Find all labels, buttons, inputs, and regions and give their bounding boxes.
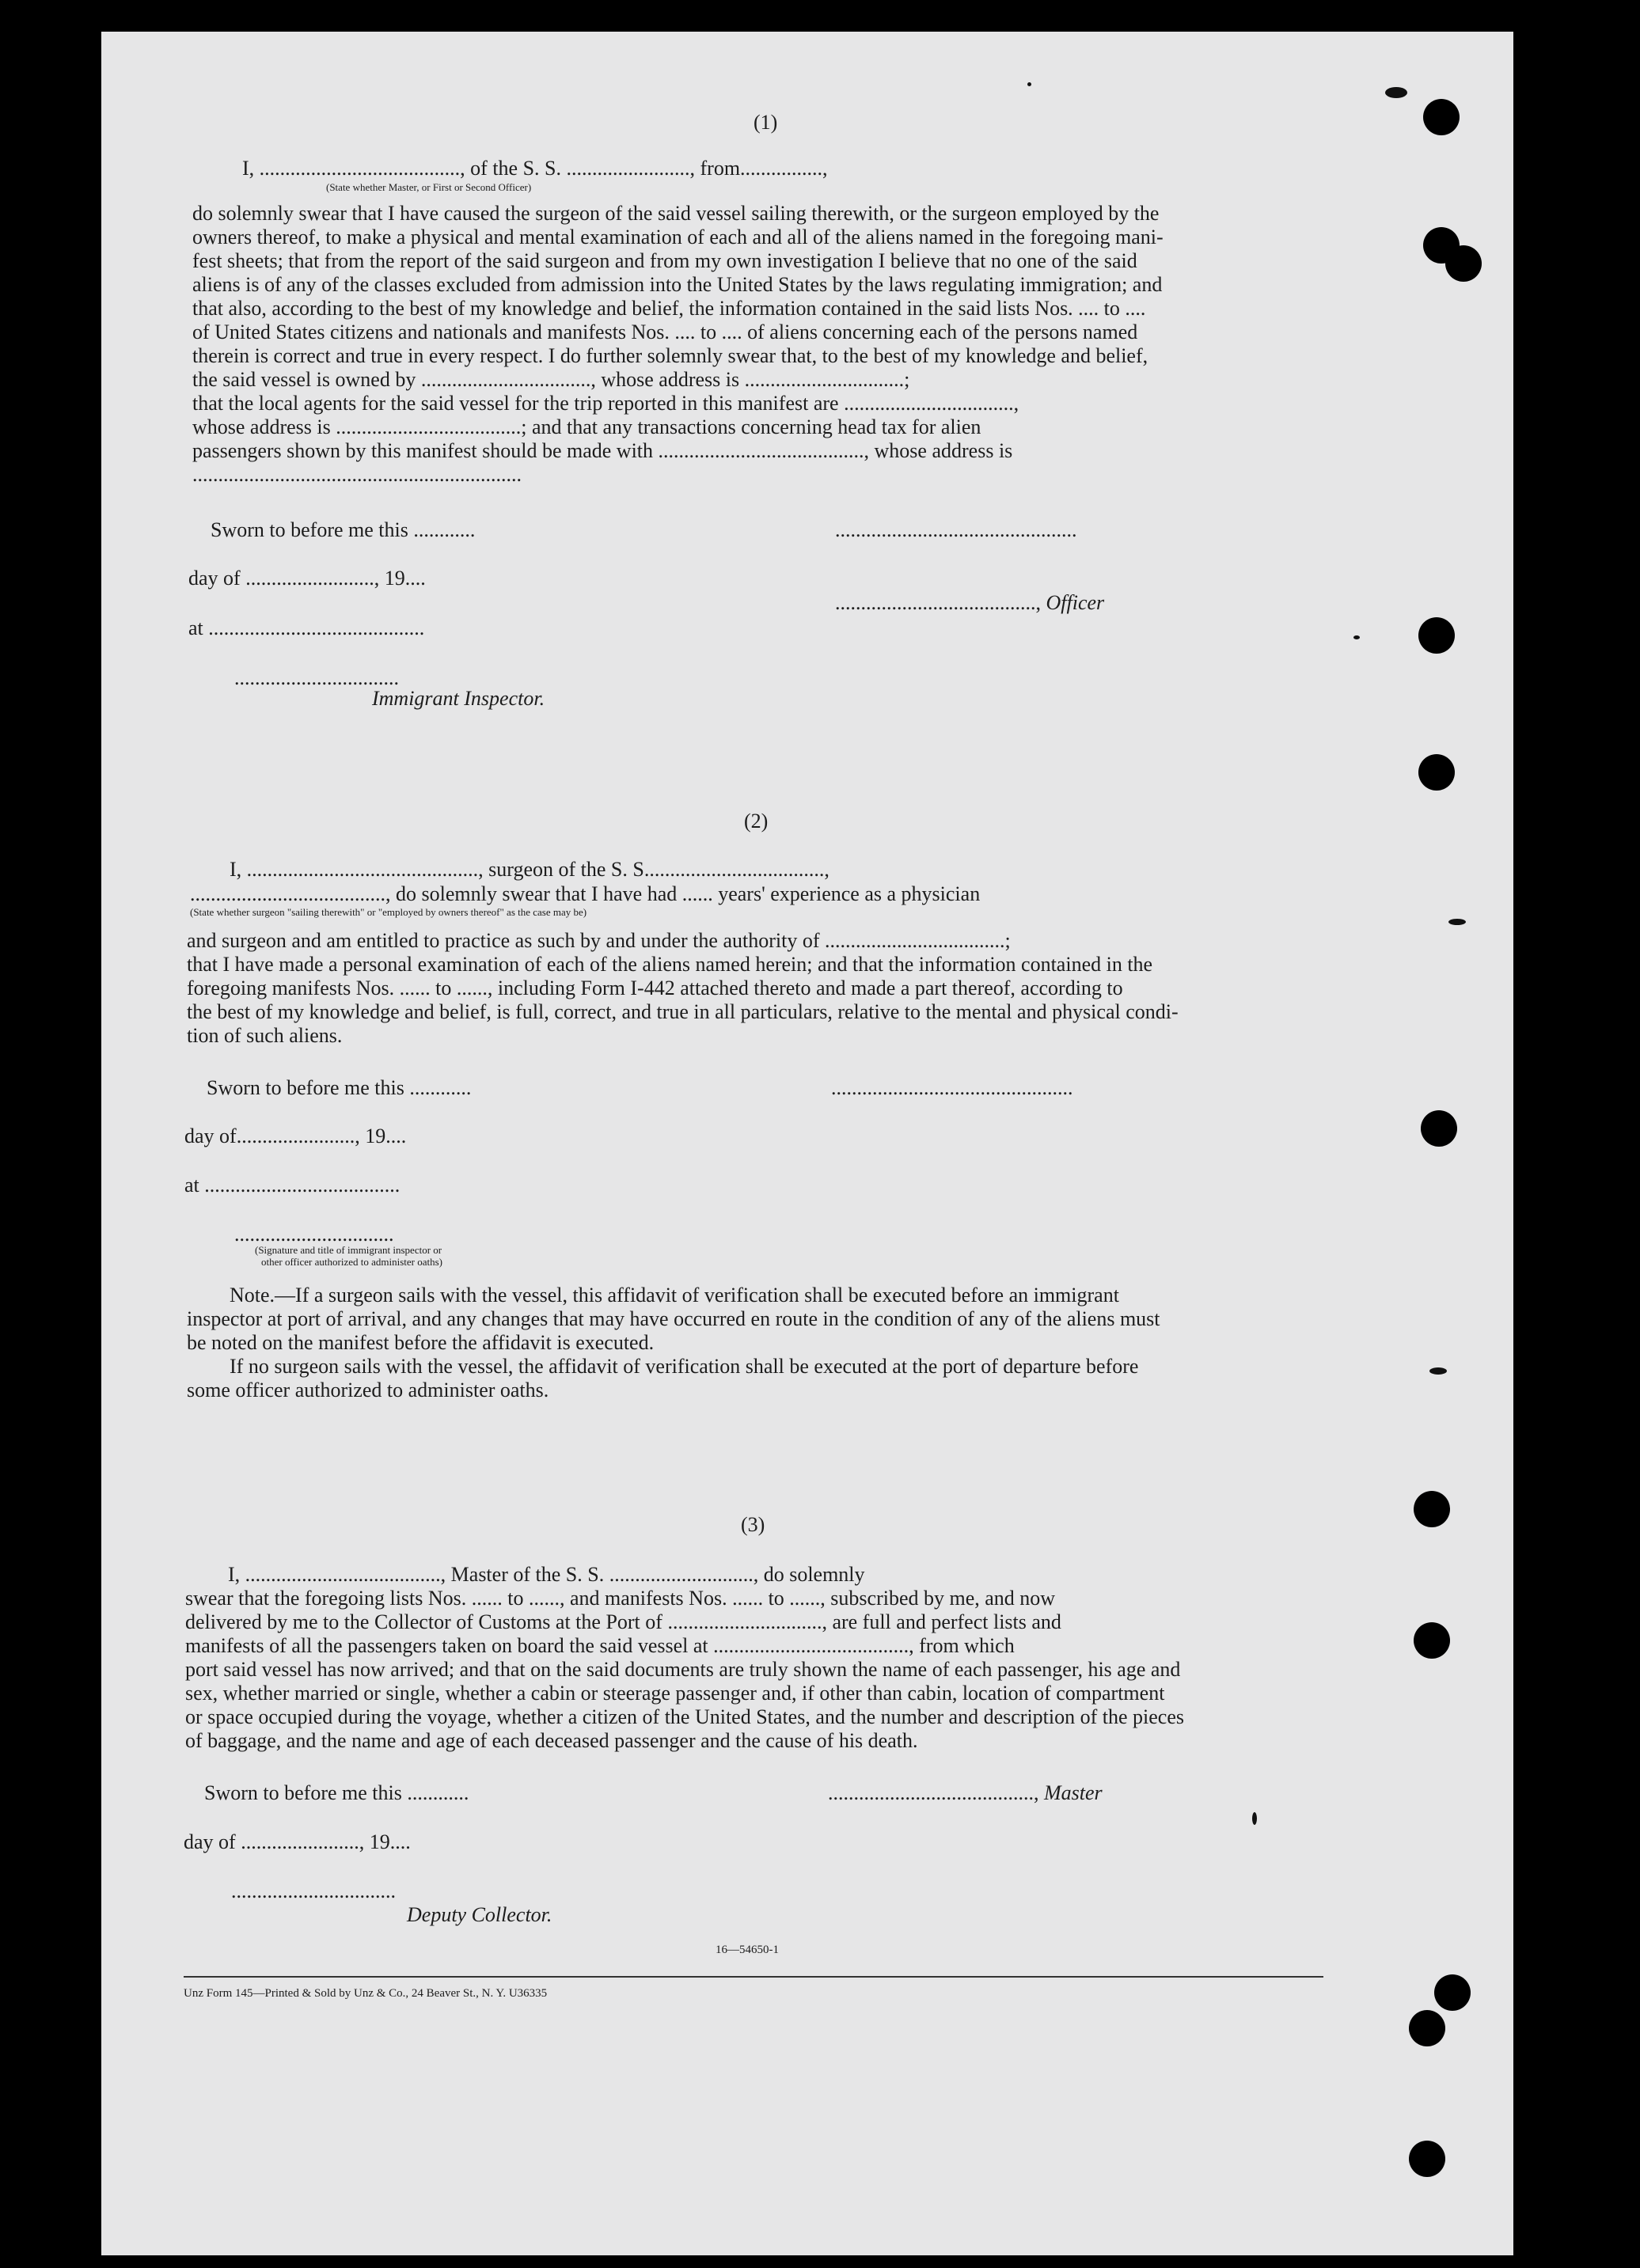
ink-speck — [1448, 919, 1466, 925]
section1-inspector-label: Immigrant Inspector. — [372, 687, 545, 710]
binder-hole — [1418, 754, 1455, 791]
body-line: I, ......................................, Master of the S. S. ............................, do solemnly — [228, 1563, 865, 1586]
body-line: the said vessel is owned by ................................., whose address is ...............................; — [192, 368, 910, 391]
body-line: or space occupied during the voyage, whether a citizen of the United States, and the number and description of the pieces — [185, 1705, 1185, 1728]
body-line: the best of my knowledge and belief, is full, correct, and true in all particulars, relative to the mental and physical condi- — [187, 1000, 1179, 1023]
body-line: that also, according to the best of my knowledge and belief, the information contained in the said lists Nos. .... to .... — [192, 297, 1146, 320]
body-line: passengers shown by this manifest should be made with ........................................, whose address is — [192, 439, 1013, 462]
section3-day: day of ......................., 19.... — [184, 1830, 411, 1853]
body-line: fest sheets; that from the report of the said surgeon and from my own investigation I believe that no one of the said — [192, 249, 1137, 272]
section3-collector-line: ................................ — [231, 1879, 396, 1902]
body-line: that I have made a personal examination of each of the aliens named herein; and that the information contained in the — [187, 953, 1153, 976]
footer-rule — [184, 1976, 1323, 1978]
section1-day: day of ........................., 19.... — [188, 567, 426, 590]
binder-hole — [1421, 1110, 1457, 1147]
section2-signature-note: other officer authorized to administer oaths) — [261, 1256, 442, 1268]
note-line: some officer authorized to administer oaths. — [187, 1379, 549, 1401]
section2-number: (2) — [744, 810, 769, 832]
binder-hole — [1414, 1622, 1450, 1659]
ink-speck — [1353, 635, 1360, 639]
section1-signature-line: ............................................... — [835, 518, 1077, 541]
ink-speck — [1385, 87, 1407, 98]
section2-signature-line: ............................................... — [831, 1076, 1073, 1099]
section1-sworn: Sworn to before me this ............ — [211, 518, 476, 541]
note-line: be noted on the manifest before the affidavit is executed. — [187, 1331, 655, 1354]
section2-day: day of......................., 19.... — [184, 1125, 407, 1147]
section2-at: at ...................................... — [184, 1174, 401, 1197]
section1-line1: I, ......................................., of the S. S. ........................, from................, — [242, 157, 828, 180]
body-line: swear that the foregoing lists Nos. ...... to ......, and manifests Nos. ...... to ......, subscribed by me, and now — [185, 1587, 1056, 1610]
body-line: owners thereof, to make a physical and mental examination of each and all of the aliens named in the foregoing mani- — [192, 226, 1164, 248]
officer-label: Officer — [1046, 591, 1105, 614]
body-line: therein is correct and true in every respect. I do further solemnly swear that, to the best of my knowledge and belief, — [192, 344, 1148, 367]
section1-number: (1) — [754, 111, 778, 134]
section2-line2: ......................................, do solemnly swear that I have had ...... years' experience as a physician — [190, 882, 981, 905]
body-line: manifests of all the passengers taken on board the said vessel at ......................................, from which — [185, 1634, 1015, 1657]
section1-inspector-line: ................................ — [234, 666, 399, 689]
body-line: that the local agents for the said vessel for the trip reported in this manifest are ................................., — [192, 392, 1019, 415]
section3-master-signature — [828, 1781, 1103, 1805]
section3-sworn: Sworn to before me this ............ — [204, 1781, 469, 1804]
printer-imprint: Unz Form 145—Printed & Sold by Unz & Co., 24 Beaver St., N. Y. U36335 — [184, 1987, 548, 2000]
binder-hole — [1409, 2010, 1445, 2046]
note-line: inspector at port of arrival, and any changes that may have occurred en route in the condition of any of the aliens must — [187, 1307, 1160, 1330]
officer-line: ......................................., — [835, 591, 1046, 614]
form-number: 16—54650-1 — [716, 1944, 779, 1956]
section2-signature-line2: ............................... — [234, 1223, 394, 1246]
binder-hole — [1434, 1974, 1471, 2011]
body-line: and surgeon and am entitled to practice as such by and under the authority of ...................................; — [187, 929, 1011, 952]
section2-signature-note: (Signature and title of immigrant inspector or — [255, 1244, 442, 1256]
binder-hole — [1409, 2141, 1445, 2177]
ink-speck — [1429, 1367, 1447, 1375]
section2-line1: I, ............................................., surgeon of the S. S..................................., — [230, 858, 829, 881]
body-line: sex, whether married or single, whether a cabin or steerage passenger and, if other than cabin, location of compartment — [185, 1682, 1165, 1705]
section3-collector-label: Deputy Collector. — [407, 1903, 552, 1926]
body-line: foregoing manifests Nos. ...... to ......, including Form I-442 attached thereto and made a part thereof, according to — [187, 977, 1123, 999]
body-line: of United States citizens and nationals and manifests Nos. .... to .... of aliens concerning each of the persons named — [192, 320, 1138, 343]
body-line: aliens is of any of the classes excluded from admission into the United States by the laws regulating immigration; and — [192, 273, 1163, 296]
note-line: Note.—If a surgeon sails with the vessel, this affidavit of verification shall be executed before an immigrant — [230, 1284, 1119, 1307]
body-line: delivered by me to the Collector of Customs at the Port of .............................., are full and perfect lists and — [185, 1610, 1061, 1633]
section3-number: (3) — [741, 1513, 765, 1536]
body-line: port said vessel has now arrived; and that on the said documents are truly shown the name of each passenger, his age and — [185, 1658, 1181, 1681]
master-label: Master — [1044, 1781, 1103, 1804]
binder-hole — [1445, 245, 1482, 282]
body-line: ................................................................ — [192, 463, 522, 486]
binder-hole — [1423, 99, 1460, 135]
section2-sworn: Sworn to before me this ............ — [207, 1076, 472, 1099]
body-line: tion of such aliens. — [187, 1024, 343, 1047]
ink-speck — [1027, 82, 1031, 86]
ink-speck — [1252, 1812, 1257, 1825]
section1-at: at .......................................... — [188, 616, 425, 639]
binder-hole — [1414, 1491, 1450, 1527]
section1-note: (State whether Master, or First or Second Officer) — [326, 181, 532, 193]
note-line: If no surgeon sails with the vessel, the affidavit of verification shall be executed at the port of departure before — [230, 1355, 1139, 1378]
body-line: of baggage, and the name and age of each deceased passenger and the cause of his death. — [185, 1729, 918, 1752]
body-line: whose address is ....................................; and that any transactions concerning head tax for alien — [192, 415, 981, 438]
section2-note: (State whether surgeon "sailing therewith" or "employed by owners thereof" as the case may be) — [190, 906, 587, 918]
binder-hole — [1418, 617, 1455, 654]
section1-officer-signature — [835, 591, 1104, 615]
master-line: ........................................, — [828, 1781, 1044, 1804]
body-line: do solemnly swear that I have caused the surgeon of the said vessel sailing therewith, or the surgeon employed by the — [192, 202, 1160, 225]
